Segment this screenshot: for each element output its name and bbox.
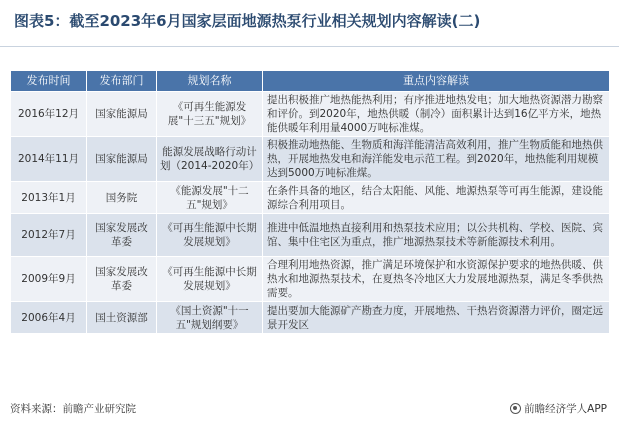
- cell-dept: 国务院: [87, 182, 157, 214]
- cell-dept: 国家发展改革委: [87, 214, 157, 257]
- table-row: [11, 257, 610, 302]
- cell-date: 2016年12月: [11, 92, 87, 137]
- policy-table: [10, 70, 610, 334]
- table-row: [11, 302, 610, 334]
- cell-plan-name: 《可再生能源中长期发展规划》: [157, 214, 263, 257]
- brand-credit: [510, 401, 607, 416]
- cell-content: 推进中低温地热直接利用和热泵技术应用；以公共机构、学校、医院、宾馆、集中住宅区为重点，推广地源热泵技术等新能源技术利用。: [263, 214, 610, 257]
- cell-dept: 国家能源局: [87, 137, 157, 182]
- cell-date: 2009年9月: [11, 257, 87, 302]
- cell-plan-name: 《可再生能源中长期发展规划》: [157, 257, 263, 302]
- cell-content: 提出积极推广地热能热利用；有序推进地热发电；加大地热资源潜力勘察和评价。到2020年，地热供暖（制冷）面积累计达到16亿平方米，地热能供暖年利用量4000万吨标准煤。: [263, 92, 610, 137]
- page-title: 图表5：截至2023年6月国家层面地源热泵行业相关规划内容解读(二): [14, 12, 481, 30]
- table-row: [11, 214, 610, 257]
- cell-content: 积极推动地热能、生物质和海洋能清洁高效利用，推广生物质能和地热供热，开展地热发电和海洋能发电示范工程。到2020年，地热能利用规模达到5000万吨标准煤。: [263, 137, 610, 182]
- cell-plan-name: 《可再生能源发展"十三五"规划》: [157, 92, 263, 137]
- brand-label: 前瞻经济学人APP: [524, 403, 607, 415]
- cell-dept: 国土资源部: [87, 302, 157, 334]
- cell-plan-name: 《能源发展"十二五"规划》: [157, 182, 263, 214]
- cell-content: 提出要加大能源矿产勘查力度，开展地热、干热岩资源潜力评价，圈定远景开发区: [263, 302, 610, 334]
- cell-date: 2014年11月: [11, 137, 87, 182]
- source-note: 资料来源：前瞻产业研究院: [10, 403, 136, 415]
- cell-plan-name: 能源发展战略行动计划（2014-2020年）: [157, 137, 263, 182]
- cell-dept: 国家发展改革委: [87, 257, 157, 302]
- header-content: 重点内容解读: [263, 71, 610, 92]
- header-date: 发布时间: [11, 71, 87, 92]
- cell-content: 合理利用地热资源，推广满足环境保护和水资源保护要求的地热供暖、供热水和地源热泵技术，在夏热冬冷地区大力发展地源热泵，满足冬季供热需要。: [263, 257, 610, 302]
- cell-content: 在条件具备的地区，结合太阳能、风能、地源热泵等可再生能源，建设能源综合利用项目。: [263, 182, 610, 214]
- title-divider: [0, 46, 619, 47]
- table-row: [11, 92, 610, 137]
- table-row: [11, 137, 610, 182]
- cell-plan-name: 《国土资源"十一五"规划纲要》: [157, 302, 263, 334]
- cell-date: 2013年1月: [11, 182, 87, 214]
- header-name: 规划名称: [157, 71, 263, 92]
- qianzhan-logo-icon: [510, 403, 521, 414]
- cell-date: 2006年4月: [11, 302, 87, 334]
- table-header-row: [11, 71, 610, 92]
- header-dept: 发布部门: [87, 71, 157, 92]
- table-row: [11, 182, 610, 214]
- cell-dept: 国家能源局: [87, 92, 157, 137]
- cell-date: 2012年7月: [11, 214, 87, 257]
